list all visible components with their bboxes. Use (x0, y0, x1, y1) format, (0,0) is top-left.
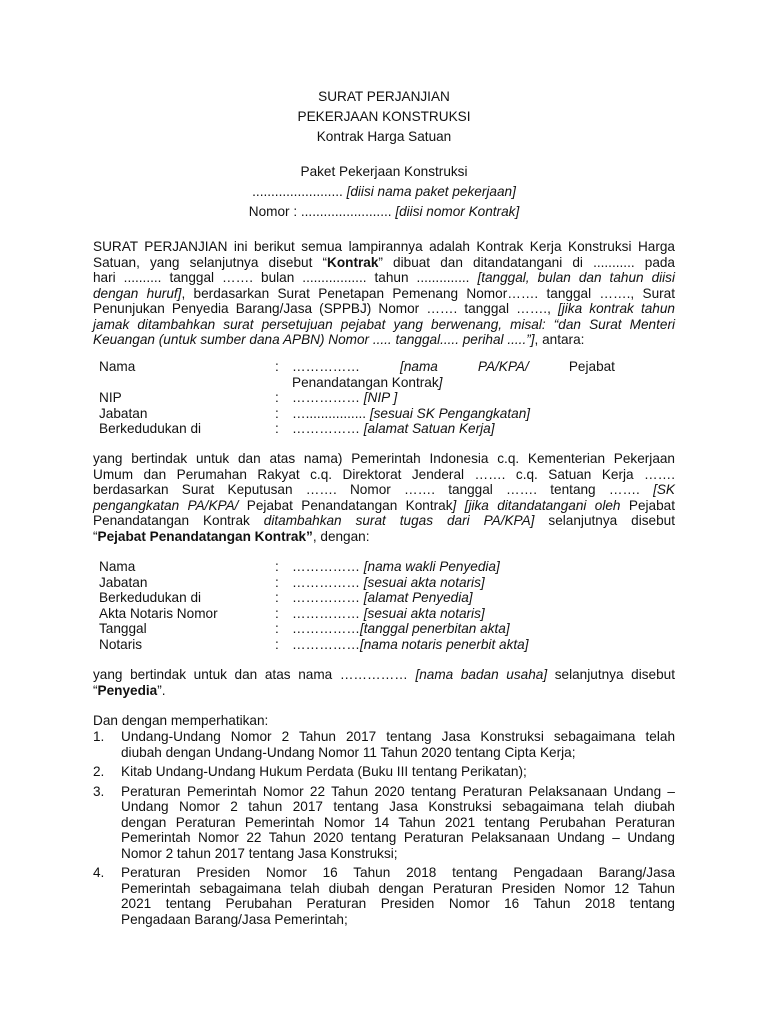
row-hint: [tanggal penerbitan akta] (359, 621, 510, 636)
para-line (93, 482, 675, 498)
row-dots: …………… (292, 359, 360, 374)
row-dots: …................ (292, 405, 370, 421)
row-value (292, 390, 397, 406)
para-text: “ (93, 528, 98, 544)
row-dots: …………… (292, 636, 360, 652)
list-text (121, 729, 675, 760)
row-value (292, 575, 485, 591)
intro-line (93, 270, 675, 286)
row-value (292, 559, 500, 575)
para-line (93, 529, 675, 545)
row-label: Tanggal (99, 621, 147, 636)
row-colon: : (275, 574, 279, 590)
para-text: berdasarkan Surat Keputusan ……. Nomor ……. tanggal ……. tentang ……. (93, 482, 654, 497)
intro-line (93, 332, 675, 348)
list-number: 2. (93, 764, 105, 779)
row-value (292, 590, 473, 606)
row-value (292, 406, 530, 422)
considering-heading (93, 713, 675, 729)
pejabat-paragraph (93, 451, 675, 544)
row-hint: [sesuai SK Pengangkatan] (369, 405, 531, 421)
row-colon: : (275, 405, 279, 421)
row-dots: …………… (292, 390, 364, 405)
row-colon: : (275, 590, 279, 605)
list-item (93, 764, 675, 780)
list-number: 3. (93, 783, 105, 799)
list-number: 4. (93, 865, 105, 880)
legal-basis-list (93, 729, 675, 931)
para-text: Pejabat Penandatangan Kontrak (238, 497, 453, 513)
para-text: “ (93, 682, 98, 698)
list-line: Pemerintah sebagaimana telah diubah dengan Peraturan Presiden Nomor 12 Tahun (121, 880, 675, 896)
list-line: Nomor 2 tahun 2017 tentang Jasa Konstruksi; (121, 845, 398, 861)
intro-line (93, 286, 675, 302)
row-label: NIP (99, 390, 122, 405)
row-value (292, 359, 615, 390)
kontrak-term: Kontrak (327, 254, 379, 270)
table-row (99, 590, 675, 606)
list-line: Peraturan Pemerintah Nomor 22 Tahun 2020 tentang Peraturan Pelaksanaan Undang – (121, 783, 675, 799)
para-hint: ditambahkan surat tugas dari PA/KPA] (263, 513, 535, 528)
para-text: selanjutnya disebut (534, 513, 675, 528)
list-text (121, 865, 675, 927)
row-hint-part: Pejabat (568, 359, 615, 374)
intro-line: jamak ditambahkan surat persetujuan pejabat yang berwenang, misal: “dan Surat Menteri (93, 316, 675, 332)
pejabat-term: Pejabat Penandatangan Kontrak” (97, 528, 313, 544)
title-line-1: SURAT PERJANJIAN (318, 89, 450, 104)
row-label: Jabatan (99, 574, 148, 590)
row-value (292, 421, 494, 437)
para-text: selanjutnya disebut (547, 667, 675, 682)
para-line (93, 683, 675, 699)
list-line: Peraturan Presiden Nomor 16 Tahun 2018 tentang Pengadaan Barang/Jasa (121, 865, 675, 880)
row-dots: …………… (292, 559, 364, 574)
row-label: Nama (99, 559, 136, 574)
penyedia-paragraph (93, 667, 675, 698)
row-hint-part: [nama (400, 359, 438, 374)
row-dots: …………… (292, 421, 364, 436)
list-item (93, 729, 675, 760)
table-row (99, 390, 675, 406)
list-line: Pengadaan Barang/Jasa Pemerintah; (121, 911, 348, 927)
table-row (99, 621, 675, 637)
para-line (93, 513, 675, 529)
para-hint: [nama badan usaha] (415, 667, 548, 682)
intro-hint: Keuangan (untuk sumber dana APBN) Nomor ..... tanggal..... perihal .....”] (93, 332, 535, 347)
intro-text: ” dibuat dan ditandatangani di ........... pada (378, 254, 675, 270)
row-value (292, 621, 510, 637)
para-hint: ] [jika ditandatangani oleh (452, 497, 621, 513)
row-hint: [sesuai akta notaris] (363, 605, 485, 621)
table-row (99, 606, 675, 622)
intro-paragraph (93, 239, 675, 348)
intro-hint: [jika kontrak tahun (557, 301, 675, 316)
paket-nomor-hint: [diisi nomor Kontrak] (395, 204, 520, 219)
row-colon: : (275, 636, 279, 652)
list-line: Undang-Undang Nomor 2 Tahun 2017 tentang Jasa Konstruksi sebagaimana telah (121, 729, 675, 744)
paket-nomor (0, 202, 768, 222)
list-number: 1. (93, 729, 105, 744)
list-item (93, 784, 675, 862)
title-line-2: PEKERJAAN KONSTRUKSI (297, 109, 471, 124)
table-row (99, 359, 675, 390)
table-row (99, 637, 675, 653)
row-hint: [sesuai akta notaris] (363, 574, 485, 590)
para-line: Umum dan Perumahan Rakyat c.q. Direktorat Jenderal ……. c.q. Satuan Kerja ……. (93, 466, 675, 482)
intro-text: Satuan, yang selanjutnya disebut “ (93, 254, 328, 270)
para-text: ”. (157, 682, 166, 698)
paket-name (0, 182, 768, 202)
row-hint-part: PA/KPA/ (477, 359, 529, 374)
intro-text: , antara: (534, 332, 585, 347)
list-text (121, 784, 675, 862)
list-text (121, 764, 675, 780)
row-dots: …………… (292, 590, 364, 605)
list-line: Kitab Undang-Undang Hukum Perdata (Buku III tentang Perikatan); (121, 764, 527, 779)
row-value (292, 637, 528, 653)
penyedia-term: Penyedia (97, 682, 158, 698)
row-dots: …………… (292, 605, 364, 621)
document-title (0, 87, 768, 147)
intro-line (93, 301, 675, 317)
intro-text: Penunjukan Penyedia Barang/Jasa (SPPBJ) Nomor ……. tanggal ……., (93, 301, 558, 316)
row-hint: [alamat Penyedia] (363, 590, 473, 605)
list-line: dengan Peraturan Pemerintah Nomor 14 Tahun 2021 tentang Perubahan Peraturan (121, 814, 675, 830)
row-label: Notaris (99, 636, 143, 652)
row-colon: : (275, 390, 279, 405)
table-row (99, 421, 675, 437)
pejabat-table (99, 359, 675, 437)
row-dots: …………… (292, 574, 364, 590)
list-item (93, 865, 675, 927)
para-line (93, 498, 675, 514)
list-line: diubah dengan Undang-Undang Nomor 11 Tahun 2020 tentang Cipta Kerja; (121, 744, 576, 760)
para-text: Penandatangan Kontrak (93, 513, 264, 528)
para-hint: pengangkatan PA/KPA/ (93, 497, 239, 513)
paket-block (0, 162, 768, 222)
para-text: Pejabat (620, 497, 675, 513)
para-hint: [SK (653, 482, 675, 497)
para-line: yang bertindak untuk dan atas nama) Pemerintah Indonesia c.q. Kementerian Pekerjaan (93, 451, 675, 466)
para-text: , dengan: (312, 528, 370, 544)
para-text: yang bertindak untuk dan atas nama …………… (93, 667, 416, 682)
row-label: Berkedudukan di (99, 421, 202, 436)
row-hint: [nama wakli Penyedia] (363, 559, 500, 574)
intro-text: , berdasarkan Surat Penetapan Pemenang Nomor……. tanggal ……., Surat (181, 285, 675, 301)
row-hint-continued: Penandatangan Kontrak] (292, 374, 443, 390)
row-hint: [nama notaris penerbit akta] (359, 636, 529, 652)
row-label: Nama (99, 359, 136, 374)
paket-name-dots: ........................ (252, 184, 343, 199)
row-label: Akta Notaris Nomor (99, 605, 218, 621)
list-line: Undang Nomor 2 tahun 2017 tentang Jasa Konstruksi sebagaimana telah diubah (121, 799, 675, 814)
intro-line (93, 255, 675, 271)
intro-hint: dengan huruf] (93, 285, 182, 301)
list-line: Pemerintah Nomor 22 Tahun 2020 tentang Peraturan Pelaksanaan Undang – Undang (121, 830, 675, 845)
paket-heading: Paket Pekerjaan Konstruksi (300, 164, 468, 179)
table-row (99, 406, 675, 422)
table-row (99, 575, 675, 591)
table-row (99, 559, 675, 575)
row-label: Jabatan (99, 405, 148, 421)
row-hint: [NIP ] (363, 390, 398, 405)
row-value (292, 606, 485, 622)
row-colon: : (275, 559, 279, 574)
row-dots: …………… (292, 621, 360, 636)
paket-name-hint: [diisi nama paket pekerjaan] (346, 184, 516, 199)
row-colon: : (275, 421, 279, 436)
paket-nomor-prefix: Nomor : ........................ (248, 204, 392, 219)
intro-hint: [tanggal, bulan dan tahun diisi (477, 270, 675, 285)
penyedia-table (99, 559, 675, 652)
considering-text: Dan dengan memperhatikan: (93, 713, 269, 728)
para-line (93, 667, 675, 683)
intro-text: hari .......... tanggal ……. bulan ................. tahun .............. (93, 270, 478, 285)
list-line: 2021 tentang Perubahan Peraturan Presiden Nomor 16 Tahun 2018 tentang (121, 896, 675, 911)
intro-line: SURAT PERJANJIAN ini berikut semua lampirannya adalah Kontrak Kerja Konstruksi Harga (93, 239, 675, 254)
row-colon: : (275, 621, 279, 636)
row-label: Berkedudukan di (99, 590, 202, 605)
row-hint: [alamat Satuan Kerja] (363, 421, 495, 436)
row-colon: : (275, 359, 279, 374)
row-colon: : (275, 605, 279, 621)
title-line-3: Kontrak Harga Satuan (316, 129, 452, 144)
